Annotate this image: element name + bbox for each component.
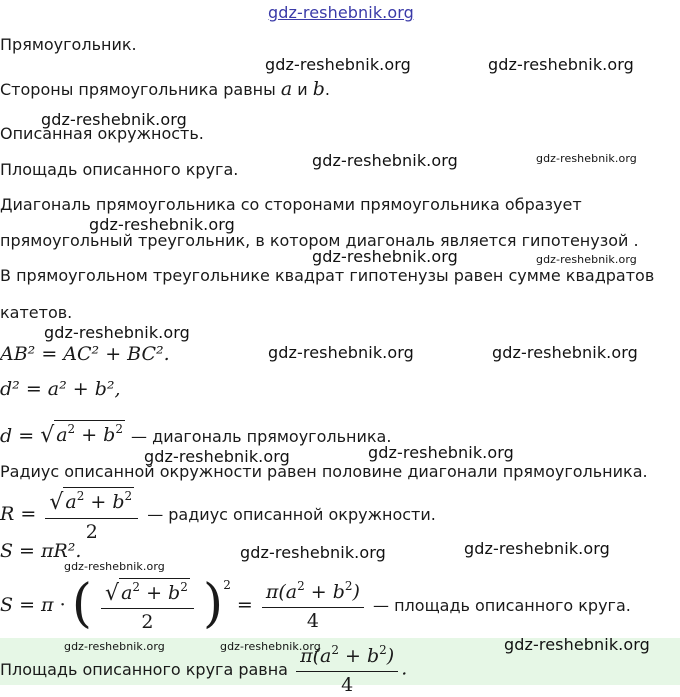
watermark: gdz-reshebnik.org: [488, 55, 634, 74]
para1-line1: Диагональ прямоугольника со сторонами прямоугольника образует: [0, 195, 582, 214]
watermark: gdz-reshebnik.org: [144, 447, 290, 466]
eq-d-caption: — диагональ прямоугольника.: [131, 426, 392, 446]
sides-and: и: [297, 80, 308, 99]
watermark: gdz-reshebnik.org: [240, 543, 386, 562]
side-b: b: [312, 78, 325, 100]
side-a: a: [280, 78, 293, 100]
watermark: gdz-reshebnik.org: [492, 343, 638, 362]
watermark: gdz-reshebnik.org: [464, 539, 610, 558]
eq-S: S = πR².: [0, 540, 82, 562]
eq-R: R = √ $a^2 + b^2$ 2 — радиус описанной окружности.: [0, 489, 436, 543]
watermark: gdz-reshebnik.org: [41, 110, 187, 129]
watermark: gdz-reshebnik.org: [504, 635, 650, 654]
eq-S-caption: — площадь описанного круга.: [373, 596, 631, 615]
para1-line2: прямоугольный треугольник, в котором диагональ является гипотенузой .: [0, 231, 639, 250]
sqrt-symbol: √ $a^2 + b^2$: [40, 422, 123, 448]
eq-pythagoras: AB² = AC² + BC².: [0, 343, 170, 365]
eq-d-squared: d² = a² + b²,: [0, 378, 121, 400]
fraction: $\frac{\pi(a^2 + b^2)}{4}$: [262, 579, 364, 633]
watermark: gdz-reshebnik.org: [89, 215, 235, 234]
given-sides: Стороны прямоугольника равны a и b.: [0, 78, 331, 100]
watermark: gdz-reshebnik.org: [64, 640, 165, 653]
watermark: gdz-reshebnik.org: [64, 560, 165, 573]
answer-fraction: $\frac{\pi(a^2 + b^2)}{4}$: [296, 643, 398, 697]
watermark: gdz-reshebnik.org: [44, 323, 190, 342]
answer-line: Площадь описанного круга равна $\frac{\pi(a^2 + b^2)}{4}$ .: [0, 643, 408, 696]
watermark: gdz-reshebnik.org: [312, 247, 458, 266]
sides-text: Стороны прямоугольника равны: [0, 80, 276, 99]
eq-R-caption: — радиус описанной окружности.: [147, 505, 436, 525]
watermark: gdz-reshebnik.org: [536, 152, 637, 165]
fraction: √ $a^2 + b^2$ 2: [45, 487, 138, 543]
eq-S-expanded: S = π · ( √ $a^2 + b^2$ 2 )$^2$ = $\frac{\pi(a^2 + b^2)}{4}$ — площадь описанного круга.: [0, 574, 631, 634]
watermark: gdz-reshebnik.org: [312, 151, 458, 170]
radius-text: Радиус описанной окружности равен половине диагонали прямоугольника.: [0, 462, 648, 481]
watermark-header[interactable]: gdz-reshebnik.org: [268, 3, 414, 22]
watermark: gdz-reshebnik.org: [220, 640, 321, 653]
para2-line2: катетов.: [0, 303, 73, 322]
given-title: Прямоугольник.: [0, 35, 137, 54]
given-circle: Описанная окружность.: [0, 124, 204, 143]
watermark: gdz-reshebnik.org: [368, 443, 514, 462]
fraction: √ $a^2 + b^2$ 2: [101, 578, 194, 634]
answer-text: Площадь описанного круга равна: [0, 660, 288, 680]
watermark: gdz-reshebnik.org: [536, 253, 637, 266]
para2-line1: В прямоугольном треугольнике квадрат гипотенузы равен сумме квадратов: [0, 266, 655, 285]
eq-d: d = √ $a^2 + b^2$ — диагональ прямоугольника.: [0, 422, 392, 448]
given-find: Площадь описанного круга.: [0, 160, 239, 179]
watermark: gdz-reshebnik.org: [265, 55, 411, 74]
watermark: gdz-reshebnik.org: [268, 343, 414, 362]
